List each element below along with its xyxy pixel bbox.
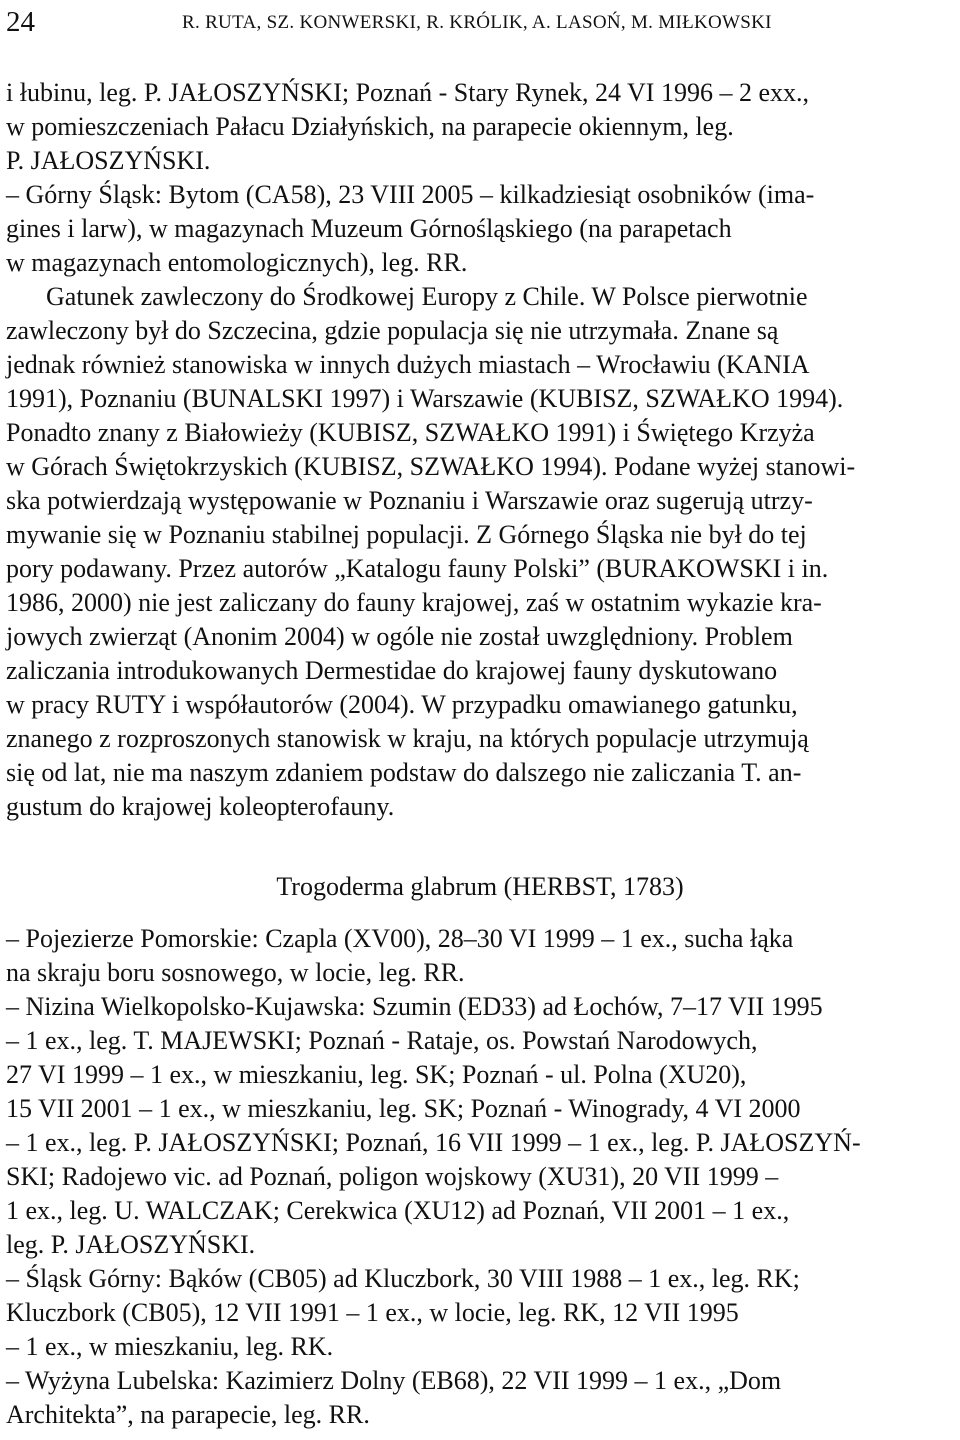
running-head: R. RUTA, SZ. KONWERSKI, R. KRÓLIK, A. LASOŃ, M. MIŁKOWSKI (182, 12, 772, 33)
text-line: w pomieszczeniach Pałacu Działyńskich, na parapecie okiennym, leg. (6, 112, 734, 141)
text-line: 1991), Poznaniu (BUNALSKI 1997) i Warszawie (KUBISZ, SZWAŁKO 1994). (6, 384, 844, 413)
text-line: gustum do krajowej koleopterofauny. (6, 792, 395, 821)
record-line: na skraju boru sosnowego, w locie, leg. RR. (6, 958, 465, 987)
text-line: znanego z rozproszonych stanowisk w kraju, na których populacje utrzymują (6, 724, 809, 753)
text-line: ska potwierdzają występowanie w Poznaniu i Warszawie oraz sugerują utrzy- (6, 486, 813, 515)
text-line: gines i larw), w magazynach Muzeum Górnośląskiego (na parapetach (6, 214, 732, 243)
record-line: – 1 ex., leg. T. MAJEWSKI; Poznań - Rataje, os. Powstań Narodowych, (6, 1026, 758, 1055)
text-line: P. JAŁOSZYŃSKI. (6, 146, 211, 175)
text-line: mywanie się w Poznaniu stabilnej populacji. Z Górnego Śląska nie był do tej (6, 520, 807, 549)
record-line: Architekta”, na parapecie, leg. RR. (6, 1400, 370, 1429)
record-line: leg. P. JAŁOSZYŃSKI. (6, 1230, 256, 1259)
text-line: 1986, 2000) nie jest zaliczany do fauny krajowej, zaś w ostatnim wykazie kra- (6, 588, 822, 617)
text-line: jowych zwierząt (Anonim 2004) w ogóle nie został uwzględniony. Problem (6, 622, 793, 651)
record-line: Kluczbork (CB05), 12 VII 1991 – 1 ex., w locie, leg. RK, 12 VII 1995 (6, 1298, 739, 1327)
text-line: w pracy RUTY i współautorów (2004). W przypadku omawianego gatunku, (6, 690, 798, 719)
text-line: w Górach Świętokrzyskich (KUBISZ, SZWAŁKO 1994). Podane wyżej stanowi- (6, 452, 856, 481)
record-line: – Nizina Wielkopolsko-Kujawska: Szumin (ED33) ad Łochów, 7–17 VII 1995 (6, 992, 823, 1021)
text-line: jednak również stanowiska w innych dużych miastach – Wrocławiu (KANIA (6, 350, 810, 379)
record-line: – 1 ex., leg. P. JAŁOSZYŃSKI; Poznań, 16 VII 1999 – 1 ex., leg. P. JAŁOSZYŃ- (6, 1128, 861, 1157)
text-line: zawleczony był do Szczecina, gdzie populacja się nie utrzymała. Znane są (6, 316, 779, 345)
record-line: – Pojezierze Pomorskie: Czapla (XV00), 28–30 VI 1999 – 1 ex., sucha łąka (6, 924, 794, 953)
text-line: zaliczania introdukowanych Dermestidae do krajowej fauny dyskutowano (6, 656, 778, 685)
text-line: Ponadto znany z Białowieży (KUBISZ, SZWAŁKO 1991) i Świętego Krzyża (6, 418, 815, 447)
species-heading: Trogoderma glabrum (HERBST, 1783) (276, 872, 684, 901)
record-line: – Wyżyna Lubelska: Kazimierz Dolny (EB68), 22 VII 1999 – 1 ex., „Dom (6, 1366, 782, 1395)
text-line: i łubinu, leg. P. JAŁOSZYŃSKI; Poznań - Stary Rynek, 24 VI 1996 – 2 exx., (6, 78, 810, 107)
page-header (6, 2, 954, 42)
text-line: w magazynach entomologicznych), leg. RR. (6, 248, 468, 277)
record-line: – 1 ex., w mieszkaniu, leg. RK. (6, 1332, 334, 1361)
text-line: się od lat, nie ma naszym zdaniem podstaw do dalszego nie zaliczania T. an- (6, 758, 802, 787)
record-line: – Śląsk Górny: Bąków (CB05) ad Kluczbork, 30 VIII 1988 – 1 ex., leg. RK; (6, 1264, 800, 1293)
record-line: 1 ex., leg. U. WALCZAK; Cerekwica (XU12) ad Poznań, VII 2001 – 1 ex., (6, 1196, 790, 1225)
record-line: SKI; Radojewo vic. ad Poznań, poligon wojskowy (XU31), 20 VII 1999 – (6, 1162, 779, 1191)
text-line: pory podawany. Przez autorów „Katalogu fauny Polski” (BURAKOWSKI i in. (6, 554, 829, 583)
record-line: 15 VII 2001 – 1 ex., w mieszkaniu, leg. SK; Poznań - Winogrady, 4 VI 2000 (6, 1094, 801, 1123)
record-line: 27 VI 1999 – 1 ex., w mieszkaniu, leg. SK; Poznań - ul. Polna (XU20), (6, 1060, 747, 1089)
text-line: Gatunek zawleczony do Środkowej Europy z Chile. W Polsce pierwotnie (46, 282, 808, 311)
text-line: – Górny Śląsk: Bytom (CA58), 23 VIII 2005 – kilkadziesiąt osobników (ima- (6, 180, 815, 209)
page-number: 24 (6, 6, 35, 38)
